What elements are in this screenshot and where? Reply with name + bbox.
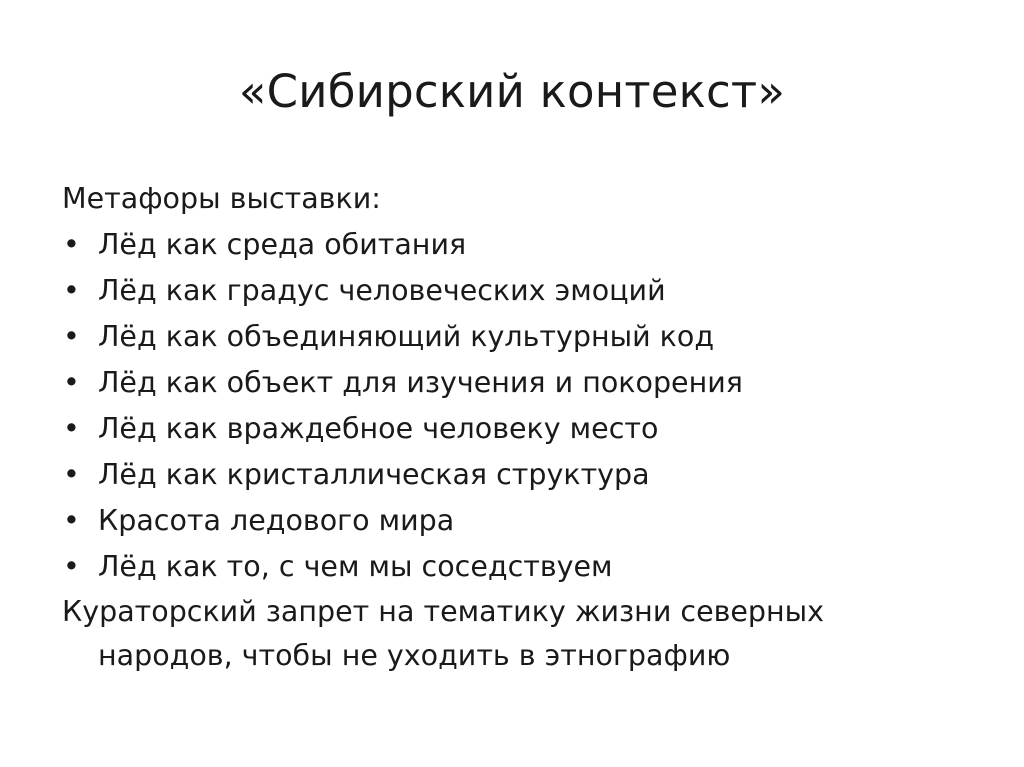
bullet-icon: • (63, 550, 80, 583)
bullet-icon: • (63, 504, 80, 537)
bullet-icon: • (63, 320, 80, 353)
bullet-text: Лёд как среда обитания (98, 228, 467, 261)
bullet-text: Лёд как объединяющий культурный код (98, 320, 715, 353)
slide-body (62, 176, 942, 678)
bullet-item (62, 498, 942, 544)
bullet-text: Лёд как враждебное человеку место (98, 412, 659, 445)
bullet-item (62, 452, 942, 498)
bullet-text: Лёд как объект для изучения и покорения (98, 366, 743, 399)
bullet-list (62, 222, 942, 590)
bullet-text: Лёд как то, с чем мы соседствуем (98, 550, 613, 583)
bullet-text: Лёд как кристаллическая структура (98, 458, 650, 491)
bullet-item (62, 360, 942, 406)
bullet-icon: • (63, 458, 80, 491)
bullet-item (62, 268, 942, 314)
closing-text: Кураторский запрет на тематику жизни северных народов, чтобы не уходить в этнографию (62, 595, 825, 672)
bullet-item (62, 406, 942, 452)
slide-title: «Сибирский контекст» (238, 65, 786, 118)
bullet-icon: • (63, 366, 80, 399)
bullet-item (62, 222, 942, 268)
bullet-icon: • (63, 228, 80, 261)
bullet-text: Красота ледового мира (98, 504, 455, 537)
bullet-item (62, 314, 942, 360)
bullet-icon: • (63, 274, 80, 307)
bullet-icon: • (63, 412, 80, 445)
bullet-item (62, 544, 942, 590)
bullet-text: Лёд как градус человеческих эмоций (98, 274, 666, 307)
intro-text: Метафоры выставки: (62, 182, 381, 215)
